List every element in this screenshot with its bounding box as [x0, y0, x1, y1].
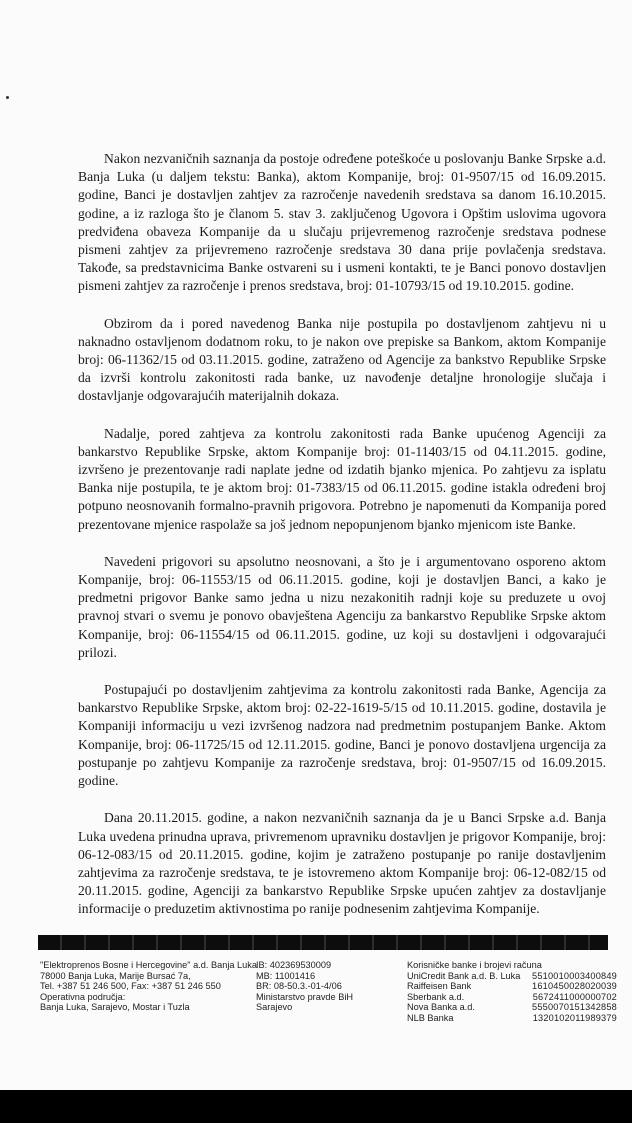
bank-row [407, 971, 617, 982]
paragraph-3: Nadalje, pored zahtjeva za kontrolu zakonitosti rada Banke upućenog Agenciji za bankarstvo Republike Srpske, aktom Kompanije broj: 01-11403/15 od 04.11.2015. godine, izvršeno je prezentovanje radi naplate jedne od izdatih bjanko mjenica. Po zahtjevu za isplatu Banka nije postupila, te je aktom broj: 01-7383/15 od 06.11.2015. godine istakla određeni broj potpuno neosnovanih formalno-pravnih prigovora. Potrebno je napomenuti da Kompanija pored prezentovane mjenice raspolaže sa još jednom nepopunjenom bjanko mjenicom iste Banke. [78, 425, 606, 532]
bank-row [407, 992, 617, 1003]
bank-account: 5672411000000702 [532, 991, 617, 1002]
registration-ids [256, 960, 396, 1013]
scan-speck [6, 96, 9, 99]
company-info [40, 960, 257, 1013]
company-name: "Elektroprenos Bosne i Hercegovine" a.d. Banja Luka [40, 960, 257, 970]
bottom-black-strip [0, 1090, 632, 1123]
bank-account: 1320102011989379 [532, 1012, 617, 1023]
bank-account: 5510010003400849 [532, 970, 617, 981]
company-address: 78000 Banja Luka, Marije Bursać 7a, [40, 970, 191, 981]
bank-name: Sberbank a.d. [407, 991, 465, 1002]
paragraph-5: Postupajući po dostavljenim zahtjevima za kontrolu zakonitosti rada Banke, Agencija za bankarstvo Republike Srpske, aktom broj: 02-22-1619-5/15 od 10.11.2015. godine, dostavila je Kompaniji informaciju u vezi izvršenog nadzora nad predmetnim postupanjem Banke. Aktom Kompanije, broj: 06-11725/15 od 12.11.2015. godine, Banci je ponovo dostavljena urgencija za postupanje po zahtjevu Kompanije za razročenje sredstava, broj: 01-9507/15 od 16.09.2015. godine. [78, 682, 606, 789]
footer-decorative-bar [38, 935, 608, 950]
bank-row [407, 1013, 617, 1024]
ministry-city: Sarajevo [256, 1002, 293, 1013]
bank-account: 1610450028020039 [532, 981, 617, 992]
registry-number: BR: 08-50.3.-01-4/06 [256, 981, 342, 992]
registration-number: MB: 11001416 [256, 970, 316, 981]
bank-name: Nova Banka a.d. [407, 1002, 475, 1013]
bank-name: Raiffeisen Bank [407, 981, 472, 992]
paragraph-6: Dana 20.11.2015. godine, a nakon nezvaničnih saznanja da je u Banci Srpske a.d. Banja Luka uvedena prinudna uprava, privremenom upravniku dostavljen je prigovor Kompanije, broj: 06-12-083/15 od 20.11.2015. godine, kojim je zatraženo postupanje po ranije dostavljenim zahtjevima za razročenje sredstava, te je istovremeno aktom Kompanije broj: 06-12-082/15 od 20.11.2015. godine, Agenciji za bankarstvo Republike Srpske upućen zahtjev za dostavljanje informacije o preduzetim aktivnostima po ranije podnesenim zahtjevima Kompanije. [78, 810, 606, 917]
operating-areas-label: Operativna područja: [40, 991, 126, 1002]
bank-row [407, 1002, 617, 1013]
bank-account: 5550070151342858 [532, 1002, 617, 1013]
ministry: Ministarstvo pravde BiH [256, 991, 354, 1002]
paragraph-2: Obzirom da i pored navedenog Banka nije postupila po dostavljenom zahtjevu ni u naknadno ostavljenom dodatnom roku, to je nakon ove prepiske sa Bankom, aktom Kompanije broj: 06-11362/15 od 03.11.2015. godine, zatraženo od Agencije za bankstvo Republike Srpske da izvrši kontrolu zakonitosti rada banke, uz navođenje detaljne hronologije slučaja i dostavljanje odgovarajućih materijalnih dokaza. [78, 315, 606, 404]
bank-accounts [407, 960, 617, 1024]
paragraph-4: Navedeni prigovori su apsolutno neosnovani, a što je i argumentovano osporeno aktom Kompanije, broj: 06-11553/15 od 06.11.2015. godine, koji je dostavljen Banci, a kako je predmetni prigovor Banke samo jedna u nizu nezakonitih radnji koje su preduzete u ovoj pravnoj stvari o svemu je ponovo obavještena Agenciju za bankarstvo Republike Srpske aktom Kompanije, broj: 06-11554/15 od 06.11.2015. godine, uz koji su dostavljeni i odgovarajući prilozi. [78, 553, 606, 660]
letter-body [78, 150, 606, 938]
bank-row [407, 981, 617, 992]
company-phone: Tel. +387 51 246 500, Fax: +387 51 246 550 [40, 981, 221, 992]
tax-id: IB: 402369530009 [256, 960, 332, 970]
bank-accounts-title: Korisničke banke i brojevi računa [407, 960, 542, 970]
bank-name: NLB Banka [407, 1012, 454, 1023]
paragraph-1: Nakon nezvaničnih saznanja da postoje određene poteškoće u poslovanju Banke Srpske a.d. Banja Luka (u daljem tekstu: Banka), aktom Kompanije, broj: 01-9507/15 od 16.09.2015. godine, Banci je dostavljen zahtjev za razročenje navedenih sredstava sa danom 16.10.2015. godine, a iz razloga što je članom 5. stav 3. zaključenog Ugovora i Opštim uslovima ugovora predviđena obaveza Kompanije da u slučaju prijevremenog razročenje sredstava podnese pismeni zahtjev za prijevremeno razročenje sredstava 30 dana prije povlačenja sredstava. Takođe, sa predstavnicima Banke ostvareni su i usmeni kontakti, te je Banci ponovo dostavljen pismeni zahtjev za razročenje i prenos sredstava, broj: 01-10793/15 od 19.10.2015. godine. [78, 151, 606, 294]
operating-areas: Banja Luka, Sarajevo, Mostar i Tuzla [40, 1002, 190, 1013]
bank-name: UniCredit Bank a.d. B. Luka [407, 970, 521, 981]
